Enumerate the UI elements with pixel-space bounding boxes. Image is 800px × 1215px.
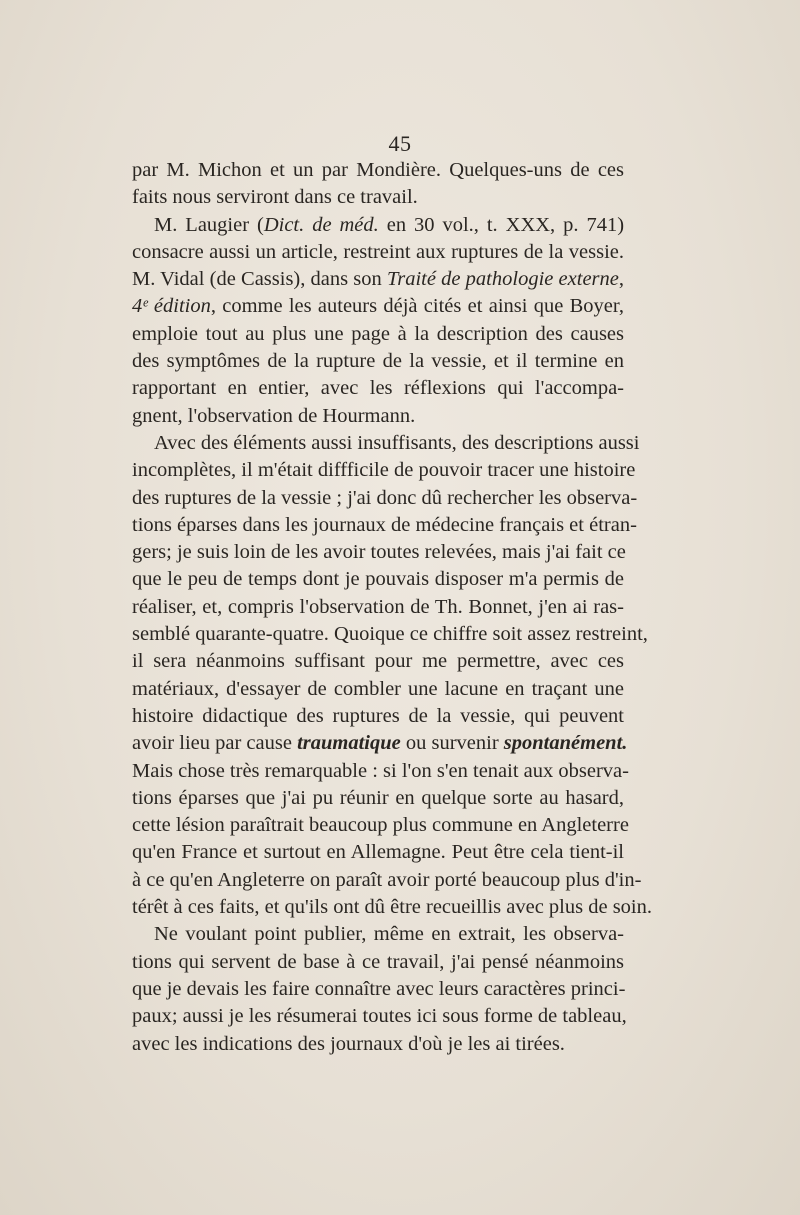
text-line [132,457,636,484]
text-segment: matériaux, d'essayer de combler une lacune en traçant une [132,677,624,700]
text-segment: M. Laugier ( [154,213,264,236]
text-segment: paux; aussi je les résumerai toutes ici sous forme de tableau, [132,1005,627,1028]
text-segment: des symptômes de la rupture de la vessie, et il termine en [132,350,624,373]
text-segment: , [618,268,624,291]
text-line [132,430,640,457]
text-segment: Ne voulant point publier, même en extrait, les observa- [154,923,624,946]
emphasized-text: Traité de pathologie externe [386,268,619,291]
text-segment: incomplètes, il m'était diffficile de pouvoir tracer une histoire [132,459,636,482]
text-line [132,1031,624,1058]
text-line [132,348,624,375]
text-line [132,594,624,621]
text-line [132,157,624,184]
text-line [132,403,624,430]
text-line [132,239,624,266]
emphasized-text: spontanément. [503,732,628,755]
text-segment: réaliser, et, compris l'observation de Th. Bonnet, j'en ai ras- [132,595,624,618]
text-line [132,1003,627,1030]
text-line [132,566,624,593]
text-line [132,758,629,785]
text-segment: il sera néanmoins suffisant pour me permettre, avec ces [132,650,624,673]
text-line [132,266,624,293]
text-line [132,949,624,976]
emphasized-text: Dict. de méd. [263,213,379,236]
text-segment: cette lésion paraîtrait beaucoup plus commune en Angleterre [132,814,629,837]
text-line [132,321,624,348]
text-segment: qu'en France et surtout en Allemagne. Peut être cela tient-il [132,841,624,864]
text-segment: Avec des éléments aussi insuffisants, des descriptions aussi [154,431,640,454]
text-segment: gnent, l'observation de Hourmann. [132,404,416,427]
text-segment: rapportant en entier, avec les réflexions qui l'accompa- [132,377,624,400]
text-segment: avec les indications des journaux d'où je les ai tirées. [132,1032,565,1055]
text-segment: par M. Michon et un par Mondière. Quelques-uns de ces [132,159,624,181]
text-line [132,293,624,320]
text-line [132,212,624,239]
text-segment: ou survenir [400,732,504,755]
text-segment: , comme les auteurs déjà cités et ainsi que Boyer, [210,295,624,318]
text-line [132,976,624,1003]
text-line [132,785,624,812]
text-line [132,894,653,921]
text-line [132,539,624,566]
text-line [132,648,624,675]
text-segment: que le peu de temps dont je pouvais disposer m'a permis de [132,568,624,591]
text-segment: M. Vidal (de Cassis), dans son [132,268,387,291]
text-segment: emploie tout au plus une page à la description des causes [132,322,624,345]
text-segment: avoir lieu par cause [132,732,298,755]
text-segment: tions éparses que j'ai pu réunir en quelque sorte au hasard, [132,786,624,809]
text-line [132,839,624,866]
text-line [132,375,624,402]
text-line [132,676,624,703]
text-segment: des ruptures de la vessie ; j'ai donc dû rechercher les observa- [132,486,638,509]
text-line [132,867,642,894]
text-line [132,921,624,948]
text-segment: Mais chose très remarquable : si l'on s'en tenait aux observa- [132,759,629,782]
text-segment: consacre aussi un article, restreint aux ruptures de la vessie. [132,240,624,263]
text-segment: semblé quarante-quatre. Quoique ce chiffre soit assez restreint, [132,623,648,646]
text-segment: à ce qu'en Angleterre on paraît avoir porté beaucoup plus d'in- [132,868,642,891]
emphasized-text: 4ᵉ édition [132,295,211,318]
text-segment: gers; je suis loin de les avoir toutes relevées, mais j'ai fait ce [132,541,626,564]
text-line [132,812,629,839]
text-line [132,485,638,512]
text-segment: faits nous serviront dans ce travail. [132,186,418,209]
text-segment: en 30 vol., t. XXX, p. 741) [378,213,625,236]
page-number: 45 [388,131,412,156]
emphasized-text: traumatique [297,732,401,755]
text-line [132,621,648,648]
body-text [132,157,653,1058]
text-segment: tions qui servent de base à ce travail, j'ai pensé néanmoins [132,950,624,973]
text-segment: histoire didactique des ruptures de la vessie, qui peuvent [132,704,624,727]
text-segment: tions éparses dans les journaux de médecine français et étran- [132,513,637,536]
text-line [132,512,637,539]
text-line [132,184,624,211]
text-line [132,730,628,757]
text-segment: que je devais les faire connaître avec leurs caractères princi- [132,977,626,1000]
text-line [132,703,624,730]
text-segment: térêt à ces faits, et qu'ils ont dû être recueillis avec plus de soin. [132,896,653,919]
